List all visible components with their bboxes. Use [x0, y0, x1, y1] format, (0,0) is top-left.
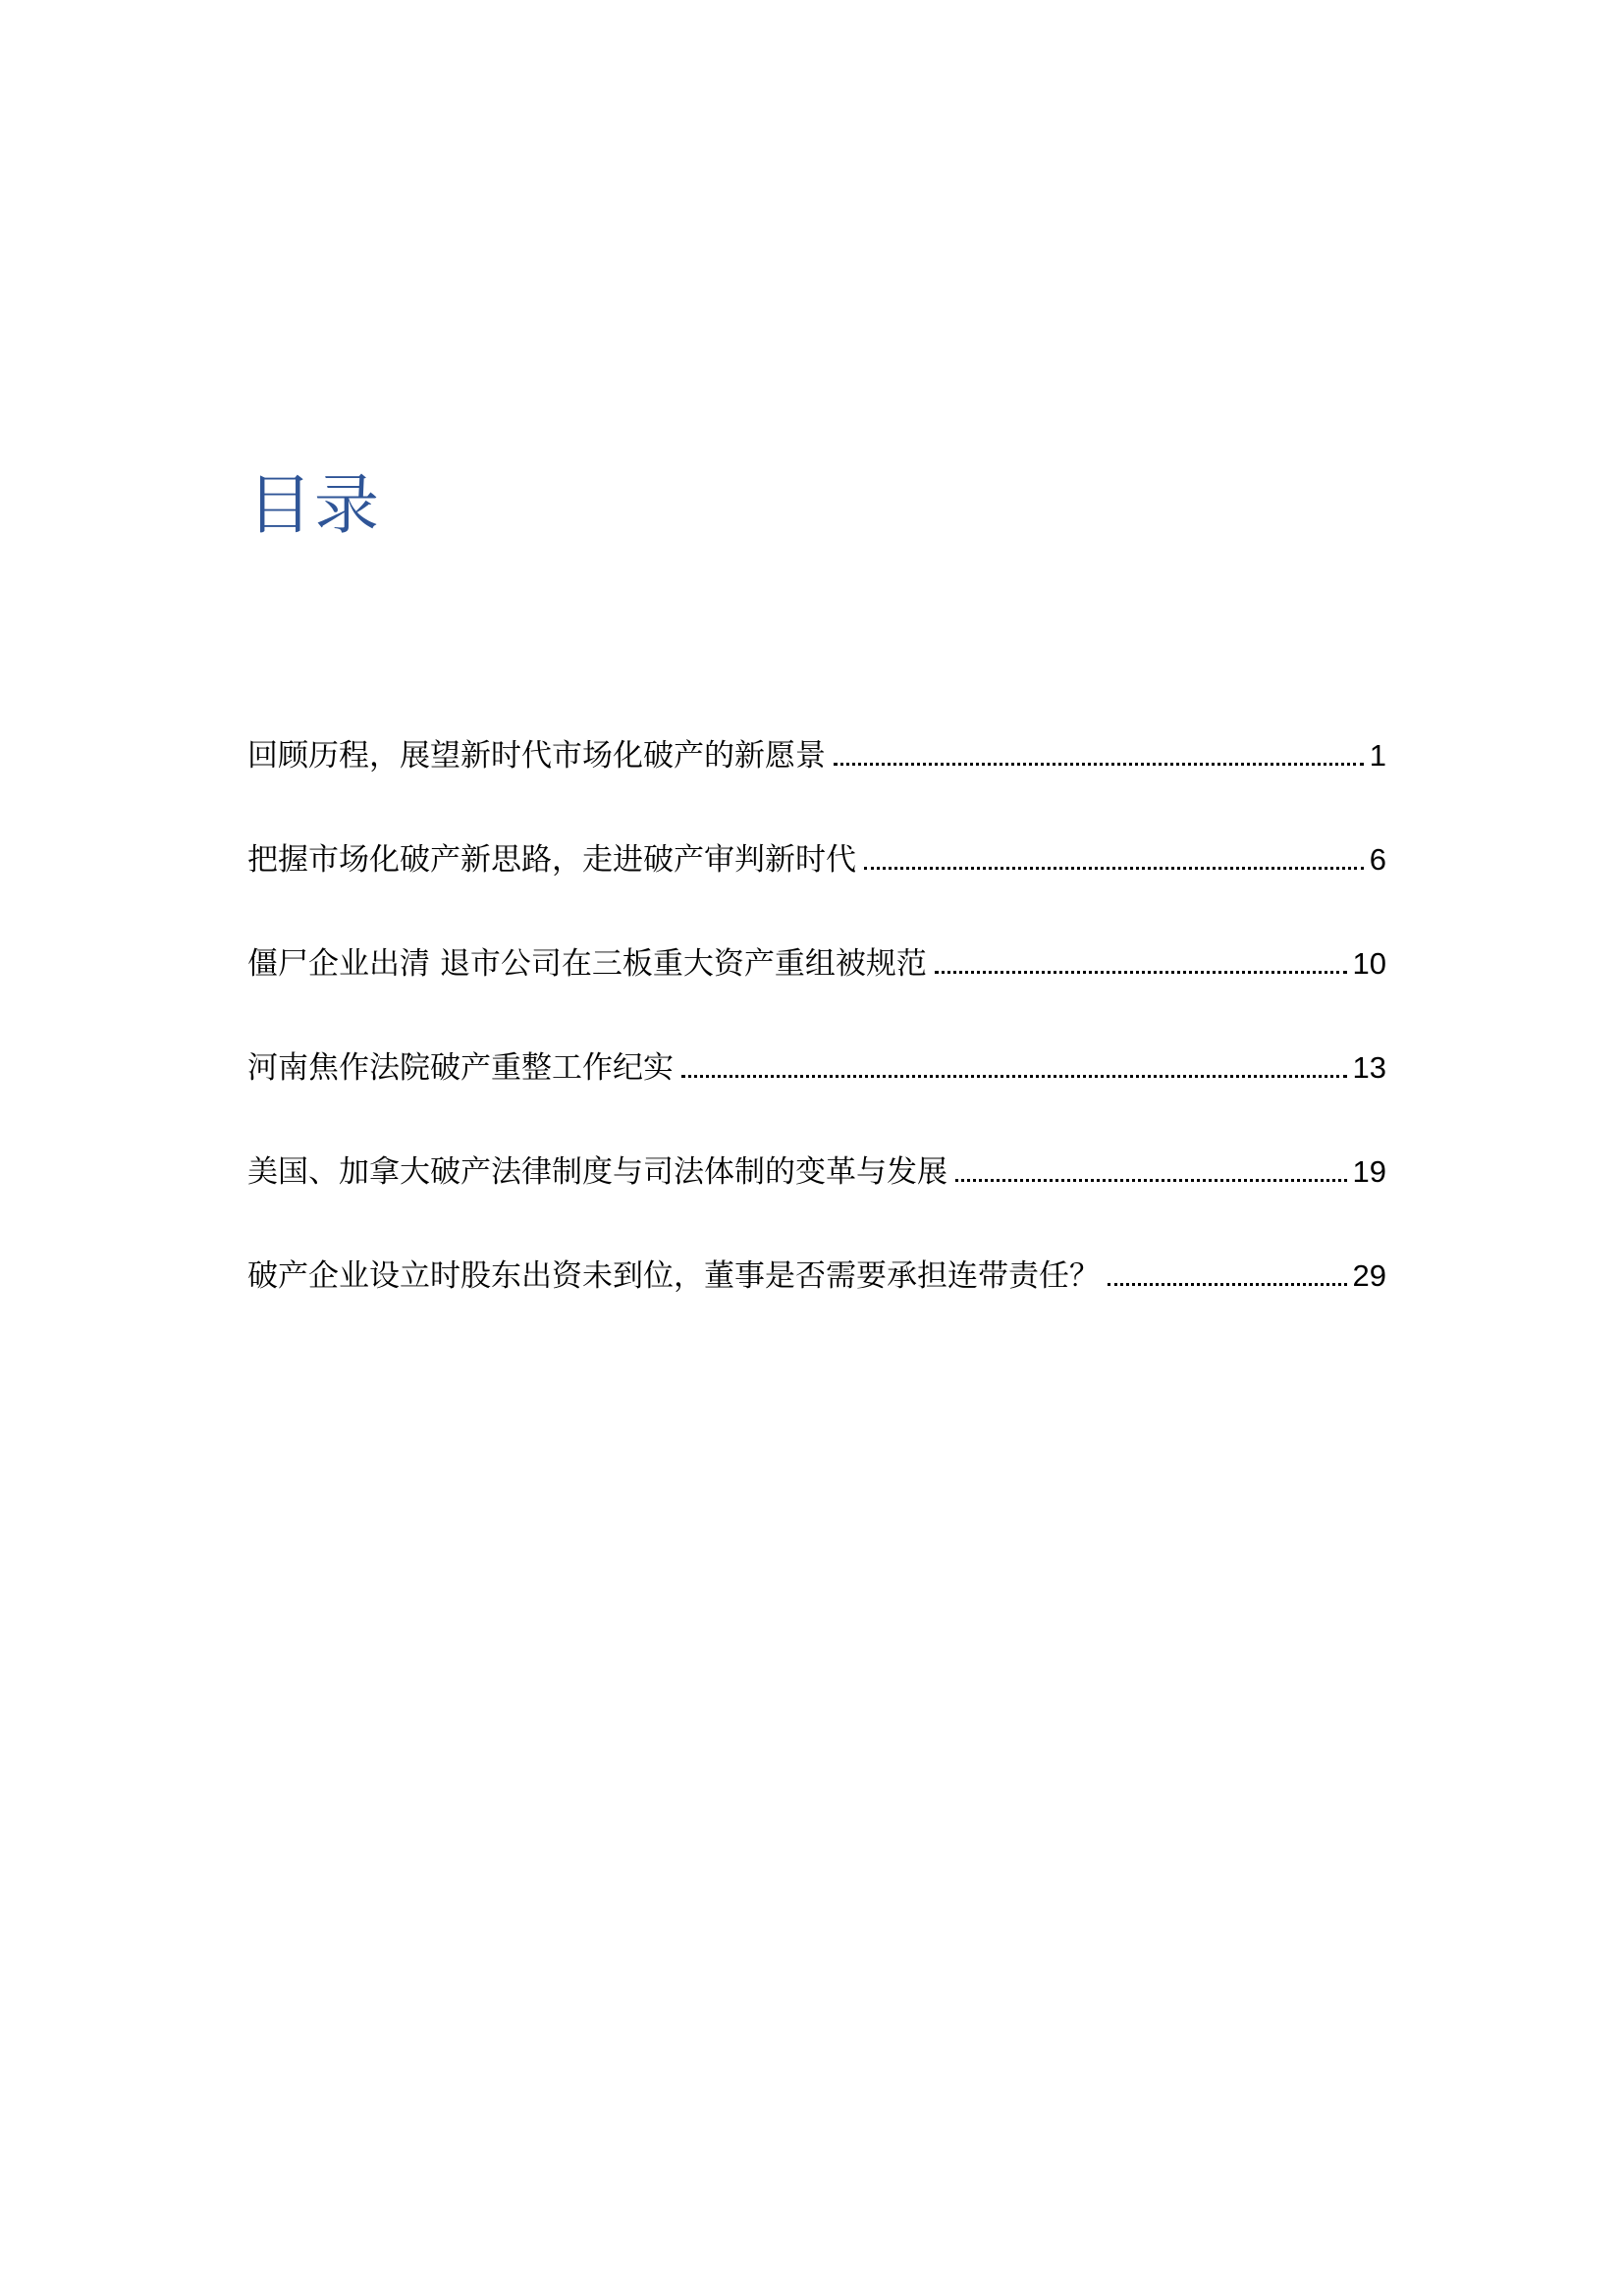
- toc-dot-leader: [864, 867, 1364, 870]
- toc-list: [247, 673, 1386, 1298]
- toc-entry-page: 13: [1352, 1050, 1386, 1085]
- toc-entry-title: 回顾历程，展望新时代市场化破产的新愿景: [247, 738, 826, 774]
- toc-entry-page: 10: [1352, 946, 1386, 981]
- toc-heading: 目录: [247, 467, 381, 543]
- toc-entry[interactable]: [247, 1194, 1386, 1298]
- toc-dot-leader: [1108, 1283, 1347, 1286]
- toc-entry[interactable]: [247, 1090, 1386, 1194]
- toc-entry-title: 把握市场化破产新思路，走进破产审判新时代: [247, 842, 856, 878]
- toc-entry[interactable]: [247, 881, 1386, 986]
- toc-entry-page: 6: [1369, 842, 1386, 877]
- toc-entry-page: 19: [1352, 1154, 1386, 1189]
- toc-dot-leader: [834, 763, 1364, 766]
- toc-entry[interactable]: [247, 673, 1386, 777]
- toc-entry-page: 29: [1352, 1258, 1386, 1293]
- toc-entry-title: 美国、加拿大破产法律制度与司法体制的变革与发展: [247, 1154, 947, 1190]
- toc-entry-title: 河南焦作法院破产重整工作纪实: [247, 1050, 674, 1086]
- toc-dot-leader: [955, 1179, 1347, 1182]
- toc-entry[interactable]: [247, 777, 1386, 881]
- toc-entry-title: 破产企业设立时股东出资未到位，董事是否需要承担连带责任？: [247, 1258, 1100, 1294]
- toc-dot-leader: [681, 1075, 1347, 1078]
- toc-entry[interactable]: [247, 986, 1386, 1090]
- toc-dot-leader: [935, 971, 1347, 974]
- toc-entry-title: 僵尸企业出清 退市公司在三板重大资产重组被规范: [247, 946, 927, 982]
- toc-entry-page: 1: [1369, 738, 1386, 773]
